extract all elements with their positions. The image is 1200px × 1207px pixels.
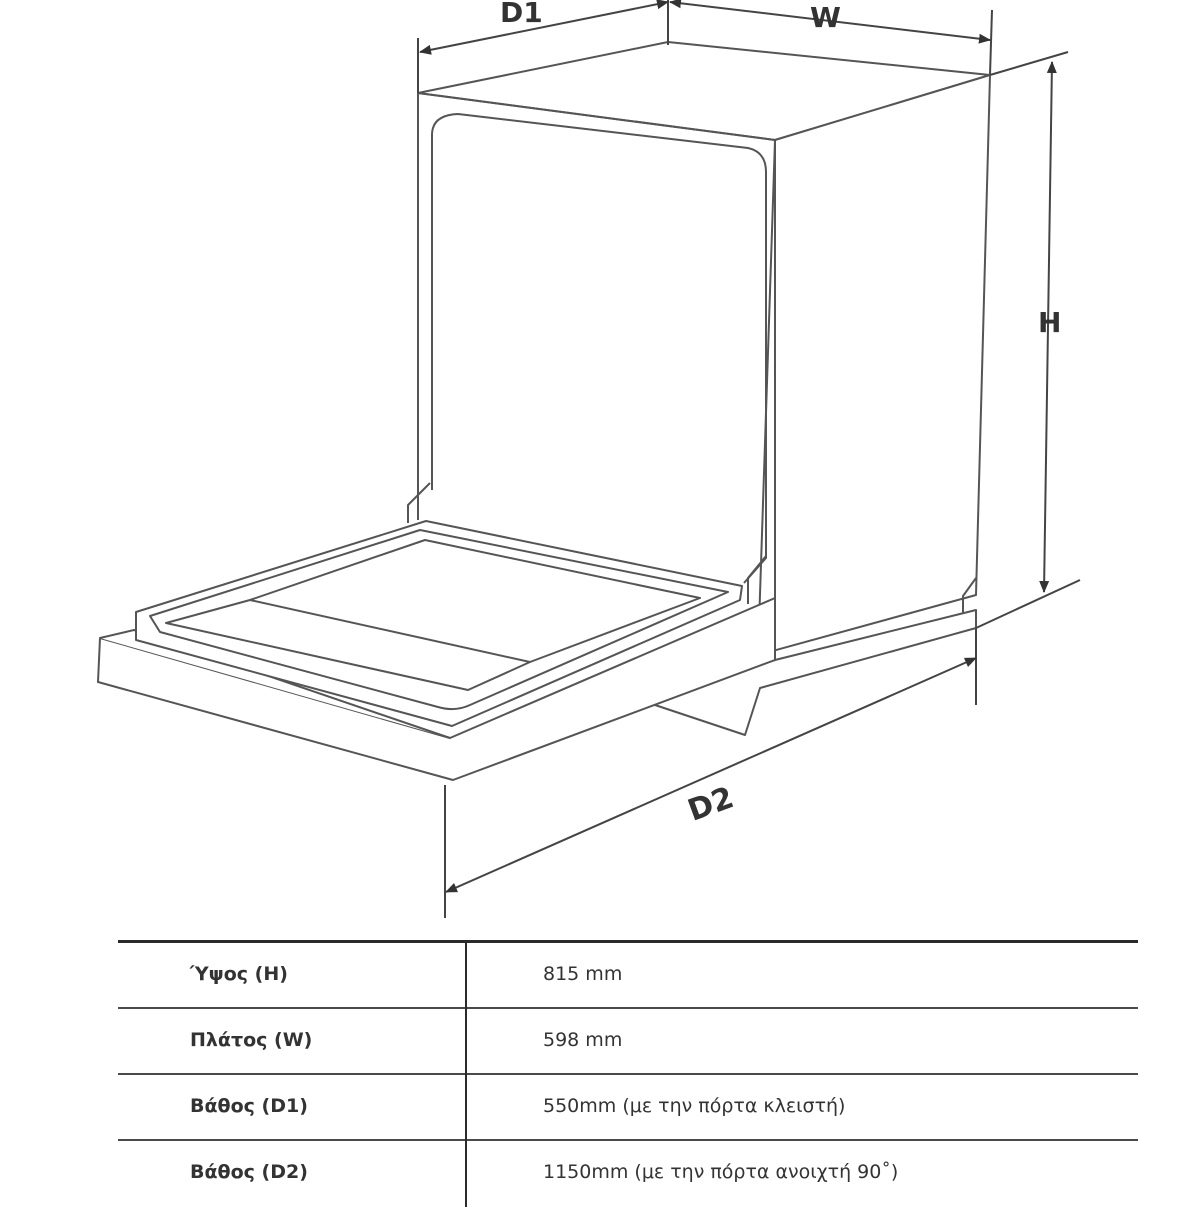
row-value: 815 mm bbox=[543, 963, 623, 985]
row-label: Πλάτος (W) bbox=[190, 1029, 313, 1051]
column-divider bbox=[465, 1009, 467, 1075]
row-label: Βάθος (D2) bbox=[190, 1161, 308, 1183]
d2-label: D2 bbox=[683, 780, 739, 829]
table-row bbox=[118, 940, 1138, 1009]
row-value: 550mm (με την πόρτα κλειστή) bbox=[543, 1095, 846, 1117]
dimensions-table bbox=[118, 940, 1138, 1205]
d1-dimension-line bbox=[420, 2, 668, 52]
d1-label: D1 bbox=[500, 0, 543, 29]
table-row bbox=[118, 1141, 1138, 1205]
column-divider bbox=[465, 1141, 467, 1207]
column-divider bbox=[465, 1075, 467, 1141]
table-row bbox=[118, 1075, 1138, 1141]
row-label: Βάθος (D1) bbox=[190, 1095, 308, 1117]
table-row bbox=[118, 1009, 1138, 1075]
row-label: Ύψος (H) bbox=[190, 963, 288, 985]
row-value: 598 mm bbox=[543, 1029, 623, 1051]
w-label: W bbox=[810, 1, 841, 34]
door-opening bbox=[432, 114, 766, 583]
h-label: H bbox=[1038, 306, 1062, 339]
open-door bbox=[98, 521, 775, 780]
column-divider bbox=[465, 943, 467, 1009]
row-value: 1150mm (με την πόρτα ανοιχτή 90˚) bbox=[543, 1161, 899, 1183]
